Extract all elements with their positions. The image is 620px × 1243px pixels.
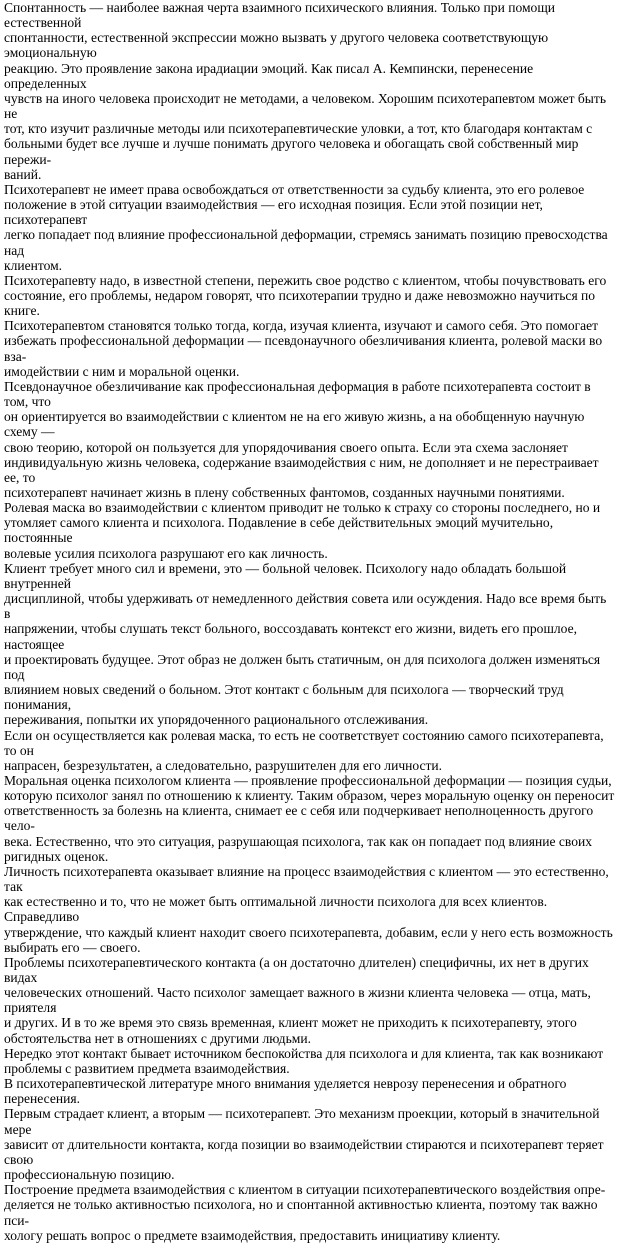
paragraph-transference: В психотерапевтической литературе много внимания уделяется неврозу перенесения и обратного перенесения. Первым страдает клиент, а вторым — психотерапевт. Это механизм проекции, который в значительной мере зависит от длительности контакта, когда позиции во взаимодействии стираются и психотерапевт теряет свою профессиональную позицию. — [4, 1076, 604, 1183]
paragraph-contact-problems: Проблемы психотерапевтического контакта (а он достаточно длителен) специфичны, их нет в других видах человеческих отношений. Часто психолог замещает важного в жизни клиента человека — отца, мать, приятеля и других. И в то же время это связь временная, клиент может не приходить к психотерапевту, этого обстоятельства нет в отношениях с другими людьми. — [4, 954, 591, 1046]
paragraph-moral-evaluation: Моральная оценка психологом клиента — проявление профессиональной деформации — позиция судьи, которую психолог занял по отношению к клиенту. Таким образом, через моральную оценку он переносит ответственность за болезнь на клиента, снимает ее с себя или подчеркивает неполноценность другого чело- века. Естественно, что это ситуация, разрушающая психолога, так как он попадает под влияние своих ригидных оценок. — [4, 772, 615, 864]
paragraph-spontaneity: Спонтанность — наиболее важная черта взаимного психического влияния. Только при помощи естественной спонтанности, естественной экспрессии можно вызвать у другого человека соответствующую эмоциональную реакцию. Это проявление закона ирадиации эмоций. Как писал А. Кемпински, перенесение определенных чувств на иного человека происходит не методами, а человеком. Хорошим психотерапевтом может быть не тот, кто изучит различные методы или психотерапевтические уловки, а тот, кто благодаря контактам с больными будет все лучше и лучше понимать другого человека и обогащать свой собственный мир пережи- ваний. — [4, 0, 606, 182]
paragraph-interaction-subject: Построение предмета взаимодействия с клиентом в ситуации психотерапевтического воздействия опре- деляется не только активностью психолога, но и спонтанной активностью клиента, поэтому так важно пси- хологу решать вопрос о предмете взаимодействия, предоставить инициативу клиенту. — [4, 1182, 606, 1243]
paragraph-responsibility: Психотерапевт не имеет права освобождаться от ответственности за судьбу клиента, это его ролевое положение в этой ситуации взаимодействия — его исходная позиция. Если этой позиции нет, психотерапевт легко попадает под влияние профессиональной деформации, стремясь занимать позицию превосходства над клиентом. — [4, 181, 608, 273]
paragraph-pseudoscientific-depersonalization: Псевдонаучное обезличивание как профессиональная деформация в работе психотерапевта состоит в том, что он ориентируется во взаимодействии с клиентом не на его живую жизнь, а на обобщенную научную схему — свою теорию, которой он пользуется для упорядочивания своего опыта. Если эта схема заслоняет индивидуальную жизнь человека, содержание взаимодействия с ним, не дополняет и не перестраивает ее, то психотерапевт начинает жизнь в плену собственных фантомов, созданных научными понятиями. — [4, 378, 599, 500]
paragraph-kinship: Психотерапевту надо, в известной степени, пережить свое родство с клиентом, чтобы почувствовать его состояние, его проблемы, недаром говорят, что психотерапии трудно и даже невозможно научиться по книге. Психотерапевтом становятся только тогда, когда, изучая клиента, изучают и самого себя. Это помогает избежать профессиональной деформации — псевдонаучного обезличивания клиента, ролевой маски во вза- имодействии с ним и моральной оценки. — [4, 272, 607, 379]
paragraph-role-mask-futility: Если он осуществляется как ролевая маска, то есть не соответствует состоянию самого психотерапевта, то он напрасен, безрезультатен, а следовательно, разрушителен для его личности. — [4, 727, 604, 773]
paragraph-role-mask: Ролевая маска во взаимодействии с клиентом приводит не только к страху со стороны последнего, но и утомляет самого клиента и психолога. Подавление в себе действительных эмоций мучительно, постоянные волевые усилия психолога разрушают его как личность. — [4, 500, 601, 561]
paragraph-therapist-personality: Личность психотерапевта оказывает влияние на процесс взаимодействия с клиентом — это естественно, так как естественно и то, что не может быть оптимальной личности психолога для всех клиентов. Справедливо утверждение, что каждый клиент находит своего психотерапевта, добавим, если у него есть возможность выбирать его — своего. — [4, 863, 613, 955]
paragraph-contact-anxiety: Нередко этот контакт бывает источником беспокойства для психолога и для клиента, так как возникают проблемы с развитием предмета взаимодействия. — [4, 1045, 604, 1076]
paragraph-client-demands: Клиент требует много сил и времени, это — больной человек. Психологу надо обладать большой внутренней дисциплиной, чтобы удерживать от немедленного действия совета или осуждения. Надо все время быть в напряжении, чтобы слушать текст больного, воссоздавать контекст его жизни, видеть его прошлое, настоящее и проектировать будущее. Этот образ не должен быть статичным, он для психолога должен изменяться под влиянием новых сведений о больном. Этот контакт с больным для психолога — творческий труд понимания, переживания, попытки их упорядоченного рационального отслеживания. — [4, 560, 607, 728]
